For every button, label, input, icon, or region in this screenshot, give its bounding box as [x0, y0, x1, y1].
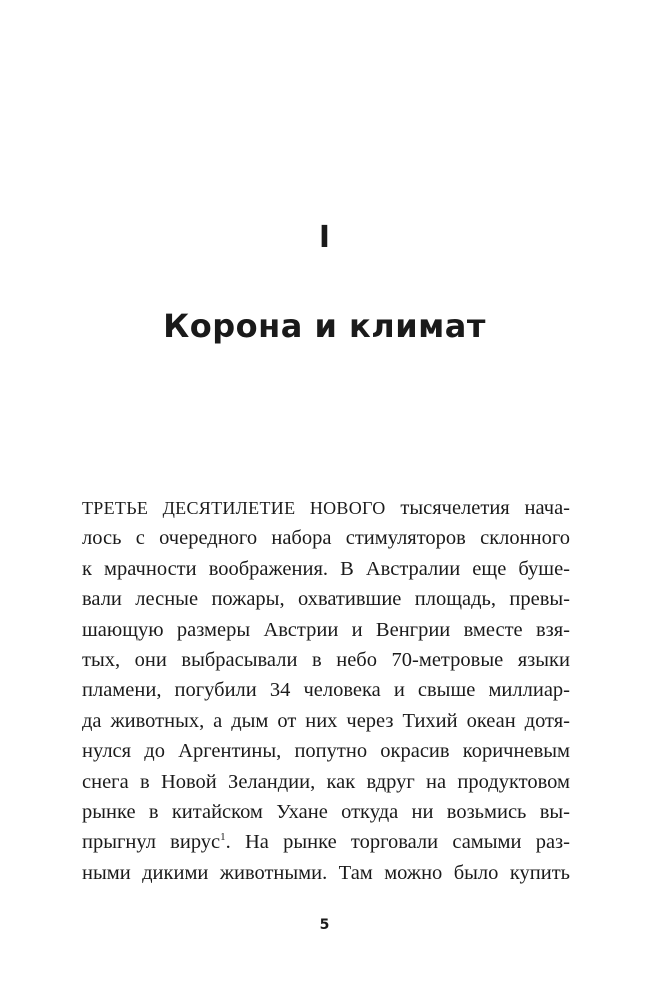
line-text: тысячелетия нача- [385, 497, 571, 519]
text-line: шающую размеры Австрии и Венгрии вместе взя- [82, 618, 570, 641]
text-line: да животных, а дым от них через Тихий океан дотя- [82, 709, 570, 732]
page-number: 5 [319, 917, 330, 933]
text-line: снега в Новой Зеландии, как вдруг на продуктовом [82, 770, 570, 793]
chapter-title: Корона и климат [163, 307, 486, 345]
text-line: ными дикими животными. Там можно было купить [82, 861, 570, 884]
body-text [82, 493, 570, 888]
text-line [82, 827, 570, 857]
lead-small-caps: ТРЕТЬЕ ДЕСЯТИЛЕТИЕ НОВОГО [82, 498, 386, 518]
footnote-ref[interactable]: 1 [220, 831, 226, 844]
chapter-number: I [318, 220, 331, 255]
text-line: лось с очередного набора стимуляторов склонного [82, 527, 570, 550]
line-text: . На рынке торговали самыми раз- [225, 831, 570, 854]
text-line [82, 493, 570, 523]
text-line: рынке в китайском Ухане откуда ни возьмись вы- [82, 800, 570, 823]
text-line: к мрачности воображения. В Австралии еще буше- [82, 557, 570, 580]
text-line: нулся до Аргентины, попутно окрасив коричневым [82, 740, 570, 763]
line-text: прыгнул вирус [82, 831, 221, 854]
text-line: пламени, погубили 34 человека и свыше миллиар- [82, 679, 570, 702]
text-line: вали лесные пожары, охватившие площадь, превы- [82, 588, 570, 611]
text-line: тых, они выбрасывали в небо 70-метровые языки [82, 648, 570, 671]
